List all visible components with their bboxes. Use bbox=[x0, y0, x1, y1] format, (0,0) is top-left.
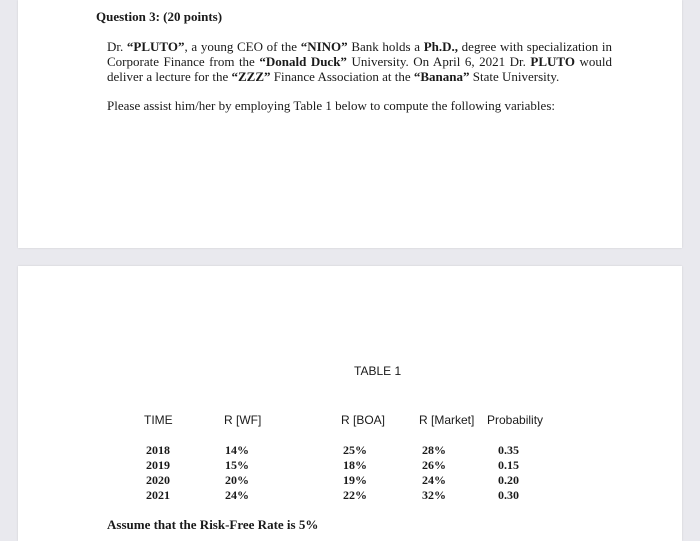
column-probability bbox=[498, 443, 519, 503]
table-cell: 0.15 bbox=[498, 458, 519, 472]
column-r-market bbox=[422, 443, 446, 503]
table-cell: 22% bbox=[343, 488, 367, 502]
header-r-market: R [Market] bbox=[419, 413, 475, 427]
table-cell: 0.35 bbox=[498, 443, 519, 457]
table-cell: 0.30 bbox=[498, 488, 519, 502]
table-cell: 18% bbox=[343, 458, 367, 472]
table-cell: 2021 bbox=[146, 488, 170, 502]
table-cell: 24% bbox=[422, 473, 446, 487]
table-cell: 15% bbox=[225, 458, 249, 472]
question-heading: Question 3: (20 points) bbox=[96, 9, 223, 24]
table-cell: 2018 bbox=[146, 443, 170, 457]
header-time: TIME bbox=[144, 413, 173, 427]
document-page-1 bbox=[18, 0, 682, 248]
table-cell: 32% bbox=[422, 488, 446, 502]
risk-free-rate-note: Assume that the Risk-Free Rate is 5% bbox=[107, 517, 319, 532]
column-r-wf bbox=[225, 443, 249, 503]
table-cell: 2019 bbox=[146, 458, 170, 472]
instruction-paragraph: Please assist him/her by employing Table 1 below to compute the following variables: bbox=[107, 98, 555, 113]
document-page-2 bbox=[18, 266, 682, 541]
column-time bbox=[146, 443, 170, 503]
table-cell: 14% bbox=[225, 443, 249, 457]
table-cell: 19% bbox=[343, 473, 367, 487]
table-cell: 26% bbox=[422, 458, 446, 472]
table-cell: 25% bbox=[343, 443, 367, 457]
header-r-wf: R [WF] bbox=[224, 413, 262, 427]
header-probability: Probability bbox=[487, 413, 544, 427]
column-r-boa bbox=[343, 443, 367, 503]
table-cell: 2020 bbox=[146, 473, 170, 487]
table-cell: 0.20 bbox=[498, 473, 519, 487]
question-paragraph: Dr. “PLUTO”, a young CEO of the “NINO” Bank holds a Ph.D., degree with specialization in Corporate Finance from the “Donald Duck” University. On April 6, 2021 Dr. PLUTO would deliver a lecture for the “ZZZ” Finance Association at the “Banana” State University. bbox=[107, 39, 613, 84]
table-cell: 28% bbox=[422, 443, 446, 457]
table-cell: 24% bbox=[225, 488, 249, 502]
table-title: TABLE 1 bbox=[354, 364, 402, 378]
header-r-boa: R [BOA] bbox=[341, 413, 386, 427]
table-cell: 20% bbox=[225, 473, 249, 487]
